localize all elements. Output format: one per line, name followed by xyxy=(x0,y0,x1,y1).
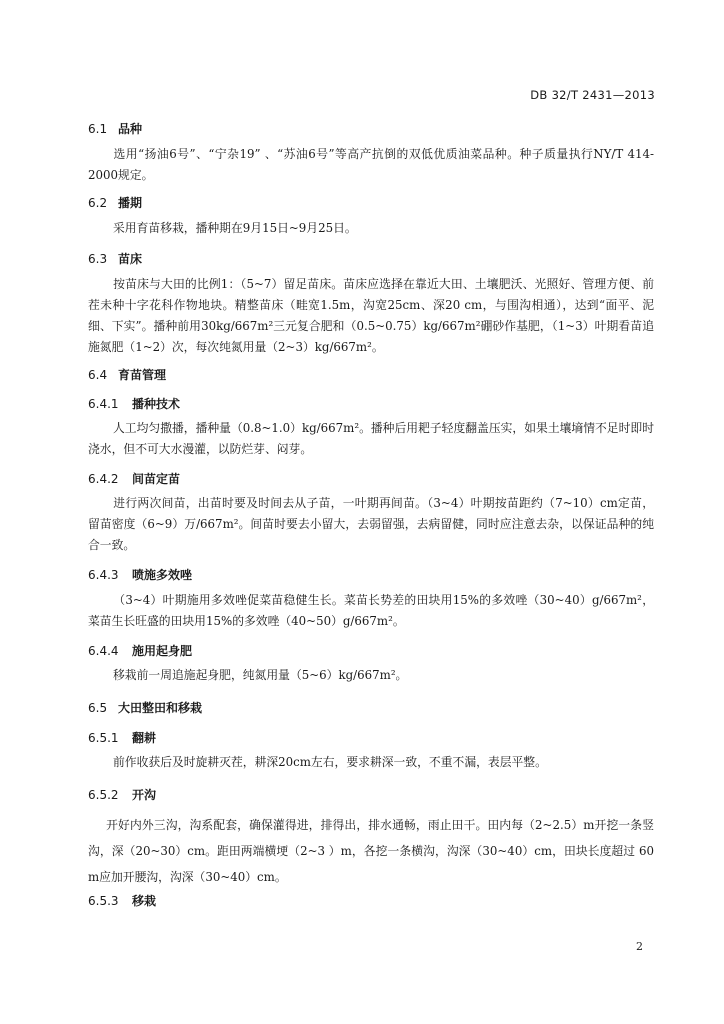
section-number: 6.4.3 xyxy=(88,568,119,582)
section-title: 翻耕 xyxy=(132,731,157,745)
section-title: 育苗管理 xyxy=(118,368,167,382)
heading-6-4-1 xyxy=(88,395,180,412)
paragraph-text: 前作收获后及时旋耕灭茬，耕深20cm左右，要求耕深一致，不重不漏，表层平整。 xyxy=(113,755,547,769)
section-number: 6.3 xyxy=(88,252,108,266)
heading-6-5-3 xyxy=(88,892,156,909)
heading-6-3 xyxy=(88,250,142,267)
section-number: 6.1 xyxy=(88,122,108,136)
paragraph-6-3 xyxy=(88,274,654,358)
section-title: 播期 xyxy=(118,196,143,210)
paragraph-6-5-2 xyxy=(88,812,654,890)
paragraph-text: 人工均匀撒播，播种量（0.8~1.0）kg/667m²。播种后用耙子轻度翻盖压实，如果土壤墒情不足时即时浇水，但不可大水漫灌，以防烂芽、闷芽。 xyxy=(88,421,655,456)
section-number: 6.4 xyxy=(88,368,108,382)
paragraph-text: 采用育苗移栽，播种期在9月15日~9月25日。 xyxy=(113,221,357,235)
section-number: 6.2 xyxy=(88,196,108,210)
section-title: 喷施多效唑 xyxy=(132,568,193,582)
section-title: 大田整田和移栽 xyxy=(118,701,203,715)
paragraph-6-1 xyxy=(88,144,654,186)
paragraph-text: （3~4）叶期施用多效唑促菜苗稳健生长。菜苗长势差的田块用15%的多效唑（30~40）g/667m²，菜苗生长旺盛的田块用15%的多效唑（40~50）g/667m²。 xyxy=(88,593,654,628)
paragraph-text: 开好内外三沟，沟系配套，确保灌得进，排得出，排水通畅，雨止田干。田内每（2~2.5）m开挖一条竖沟，深（20~30）cm。距田两端横埂（2~3 ）m，各挖一条横沟，沟深（30~40）cm，田块长度超过 60 m应加开腰沟，沟深（30~40）cm。 xyxy=(88,818,654,884)
heading-6-5 xyxy=(88,699,202,716)
heading-6-1 xyxy=(88,120,142,137)
section-number: 6.5.1 xyxy=(88,731,119,745)
page-number: 2 xyxy=(636,940,643,953)
heading-6-4 xyxy=(88,366,166,383)
paragraph-6-4-3 xyxy=(88,590,654,632)
paragraph-6-4-2 xyxy=(88,493,654,556)
section-title: 品种 xyxy=(118,122,143,136)
heading-6-4-3 xyxy=(88,566,192,583)
paragraph-text: 进行两次间苗，出苗时要及时间去从子苗，一叶期再间苗。（3~4）叶期按苗距约（7~10）cm定苗，留苗密度（6~9）万/667m²。间苗时要去小留大，去弱留强，去病留健，同时应注意去杂，以保证品种的纯合一致。 xyxy=(88,496,654,552)
section-number: 6.4.1 xyxy=(88,397,119,411)
paragraph-6-2 xyxy=(88,218,654,239)
paragraph-text: 选用“扬油6号”、“宁杂19” 、“苏油6号”等高产抗倒的双低优质油菜品种。种子质量执行NY/T 414-2000规定。 xyxy=(88,147,654,182)
section-number: 6.5 xyxy=(88,701,108,715)
paragraph-text: 移栽前一周追施起身肥，纯氮用量（5~6）kg/667m²。 xyxy=(113,668,408,682)
section-number: 6.4.2 xyxy=(88,472,119,486)
heading-6-4-4 xyxy=(88,642,192,659)
section-number: 6.5.2 xyxy=(88,788,119,802)
heading-6-5-2 xyxy=(88,786,156,803)
heading-6-2 xyxy=(88,194,142,211)
heading-6-5-1 xyxy=(88,729,156,746)
paragraph-6-4-1 xyxy=(88,418,654,460)
section-title: 间苗定苗 xyxy=(132,472,181,486)
section-title: 苗床 xyxy=(118,252,143,266)
section-number: 6.4.4 xyxy=(88,644,119,658)
document-code: DB 32/T 2431—2013 xyxy=(530,88,655,102)
paragraph-text: 按苗床与大田的比例1：（5~7）留足苗床。苗床应选择在靠近大田、土壤肥沃、光照好、管理方便、前茬未种十字花科作物地块。精整苗床（畦宽1.5m，沟宽25cm、深20 cm，与围沟相通），达到“面平、泥细、下实”。播种前用30kg/667m²三元复合肥和（0.5~0.75）kg/667m²硼砂作基肥，（1~3）叶期看苗追施氮肥（1~2）次，每次纯氮用量（2~3）kg/667m²。 xyxy=(88,277,654,354)
section-title: 播种技术 xyxy=(132,397,181,411)
heading-6-4-2 xyxy=(88,470,180,487)
paragraph-6-5-1 xyxy=(88,752,654,773)
section-title: 施用起身肥 xyxy=(132,644,193,658)
section-number: 6.5.3 xyxy=(88,894,119,908)
section-title: 移栽 xyxy=(132,894,157,908)
paragraph-6-4-4 xyxy=(88,665,654,686)
section-title: 开沟 xyxy=(132,788,157,802)
